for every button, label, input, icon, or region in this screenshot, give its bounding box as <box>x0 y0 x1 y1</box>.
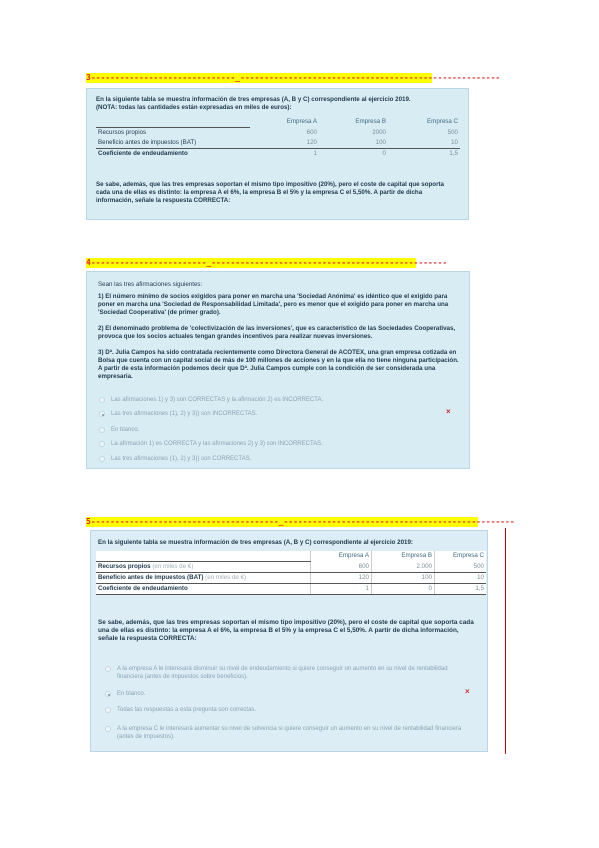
radio-button[interactable] <box>99 441 105 447</box>
row-label: Recursos propios <box>98 563 151 570</box>
statement-2: 2) El denominado problema de 'colectivización de las inversiones', que es característico de las Sociedades Cooperativas, provoca que los socios actuales tengan grandes incentivos para realizar nuevas inversiones. <box>98 325 456 340</box>
table-row <box>96 138 460 149</box>
table-cell: 120 <box>311 573 372 584</box>
table-cell: 500 <box>447 128 458 136</box>
radio-button-checked[interactable] <box>105 691 111 697</box>
row-label: Coeficiente de endeudamiento <box>98 585 188 592</box>
row-label: Coeficiente de endeudamiento <box>98 150 188 157</box>
answer-option-label: A la empresa A le interesará disminuir su nivel de endeudamiento si quiere conseguir un aumento en su nivel de rentabilidad financiera (antes de impuestos sobre beneficios). <box>117 666 448 680</box>
table-cell: 2000 <box>372 128 386 136</box>
answer-option-label: A la empresa C le interesará aumentar su nivel de solvencia si quiere conseguir un aumento en su nivel de rentabilidad financiera (antes de impuestos). <box>117 726 462 740</box>
answer-option-selected[interactable] <box>99 407 451 418</box>
answer-option-label: Las afirmaciones 1) y 3) son CORRECTAS y la afirmación 2) es INCORRECTA. <box>111 397 324 403</box>
radio-button[interactable] <box>99 427 105 433</box>
table-cell: 100 <box>319 138 388 149</box>
table-col-header: Empresa B <box>372 551 435 562</box>
question-5-text: Se sabe, además, que las tres empresas soportan el mismo tipo impositivo (20%), pero el coste de capital que soporta cada una de ellas es distinto: la empresa A el 6%, la empresa B el 5% y la empresa C el 5,50%. A partir de dicha información, señale la respuesta CORRECTA: <box>98 619 474 642</box>
table-cell: 120 <box>250 138 319 149</box>
table-row <box>96 573 486 584</box>
answer-option-label: Las tres afirmaciones (1), 2) y 3)) son CORRECTAS. <box>111 456 252 462</box>
question-4-intro: Sean las tres afirmaciones siguientes: <box>98 281 203 288</box>
row-label: Recursos propios <box>98 129 147 136</box>
question-5-table <box>96 551 486 595</box>
question-3-note: (NOTA: todas las cantidades están expresadas en miles de euros): <box>96 104 292 111</box>
table-col-header: Empresa C <box>453 552 484 560</box>
table-cell: 2.000 <box>372 562 435 573</box>
question-5-panel <box>90 530 488 752</box>
table-col-header: Empresa A <box>311 551 372 562</box>
answer-option[interactable] <box>99 426 449 434</box>
table-cell: 0 <box>372 584 435 595</box>
table-cell: 0 <box>382 150 386 157</box>
answer-option-label: Todas las respuestas a esta pregunta son correctas. <box>117 707 257 713</box>
answer-option-label: La afirmación 1) es CORRECTA y las afirmaciones 2) y 3) son INCORRECTAS. <box>111 441 323 447</box>
table-row <box>96 584 486 595</box>
answer-option-label: En blanco. <box>111 427 140 433</box>
red-margin-line <box>505 528 506 754</box>
statement-3: 3) Dª. Julia Campos ha sido contratada recientemente como Directora General de ACOTEX, una gran empresa cotizada en Bolsa que cuenta con un capital social de más de 100 millones de acciones y en la que ella no tiene ninguna participación. A partir de esta información podemos decir que Dª. Julia Campos cumple con la condición de ser considerada una empresaria. <box>98 349 459 380</box>
radio-button[interactable] <box>105 666 111 672</box>
statement-1: 1) El número mínimo de socios exigidos para poner en marcha una 'Sociedad Anónima' es idéntico que el exigido para poner en marcha una 'Sociedad de Responsabilidad Limitada', pero es menor que el exigido para poner en marcha una 'Sociedad Cooperativa' (de primer grado). <box>98 293 449 316</box>
incorrect-mark-icon: × <box>465 687 470 696</box>
answer-option[interactable] <box>105 725 467 741</box>
table-cell: 1,5 <box>435 584 487 595</box>
question-4-panel <box>86 271 470 469</box>
answer-option[interactable] <box>105 665 467 681</box>
table-cell: 600 <box>306 128 317 136</box>
question-5-intro: En la siguiente tabla se muestra información de tres empresas (A, B y C) correspondiente al ejercicio 2019: <box>98 539 413 546</box>
radio-button[interactable] <box>105 707 111 713</box>
question-3-header: 3------------------------------_------------------------------------------------------ <box>86 73 501 82</box>
row-label-unit: (en miles de €) <box>203 574 247 581</box>
table-cell: 1,5 <box>449 150 458 157</box>
question-3-panel <box>86 88 469 220</box>
radio-button-checked[interactable] <box>99 411 105 417</box>
answer-option-label: En blanco. <box>117 691 146 697</box>
row-label: Beneficio antes de impuestos (BAT) <box>96 138 250 149</box>
table-col-header: Empresa B <box>355 118 386 126</box>
answer-option[interactable] <box>99 440 449 448</box>
table-cell: 500 <box>435 562 487 573</box>
row-label-unit: (en miles de €) <box>150 563 194 570</box>
question-3-table <box>96 117 460 159</box>
radio-button[interactable] <box>99 397 105 403</box>
question-5-header: 5---------------------------------------_------------------------------------------------ <box>86 517 515 526</box>
table-header-row <box>96 551 486 562</box>
answer-option[interactable] <box>99 455 449 463</box>
table-cell: 1 <box>313 150 317 157</box>
table-row <box>96 149 460 160</box>
table-cell: 1 <box>311 584 372 595</box>
table-row <box>96 562 486 573</box>
question-4-header: 4------------------------_------------------------------------------------- <box>86 258 448 267</box>
answer-option[interactable] <box>105 706 467 714</box>
table-cell: 600 <box>311 562 372 573</box>
question-3-text: Se sabe, además, que las tres empresas soportan el mismo tipo impositivo (20%), pero el coste de capital que soporta cada una de ellas es distinto: la empresa A el 6%, la empresa B el 5% y la empresa C el 5,50%. A partir de dicha información, señale la respuesta CORRECTA: <box>96 181 444 204</box>
answer-option[interactable] <box>99 396 449 404</box>
table-header-row <box>96 117 460 128</box>
radio-button[interactable] <box>105 726 111 732</box>
answer-option-label: Las tres afirmaciones (1), 2) y 3)) son INCORRECTAS. <box>111 411 258 417</box>
question-3-intro: En la siguiente tabla se muestra información de tres empresas (A, B y C) correspondiente al ejercicio 2019. <box>96 96 411 103</box>
incorrect-mark-icon: × <box>446 407 451 416</box>
row-label: Beneficio antes de impuestos (BAT) <box>98 574 204 581</box>
table-col-header: Empresa C <box>427 118 458 126</box>
table-cell: 100 <box>372 573 435 584</box>
table-cell: 10 <box>435 573 487 584</box>
table-cell: 10 <box>388 138 460 149</box>
table-col-header: Empresa A <box>286 118 317 126</box>
radio-button[interactable] <box>99 456 105 462</box>
answer-option-selected[interactable] <box>105 690 467 698</box>
table-row <box>96 128 460 139</box>
